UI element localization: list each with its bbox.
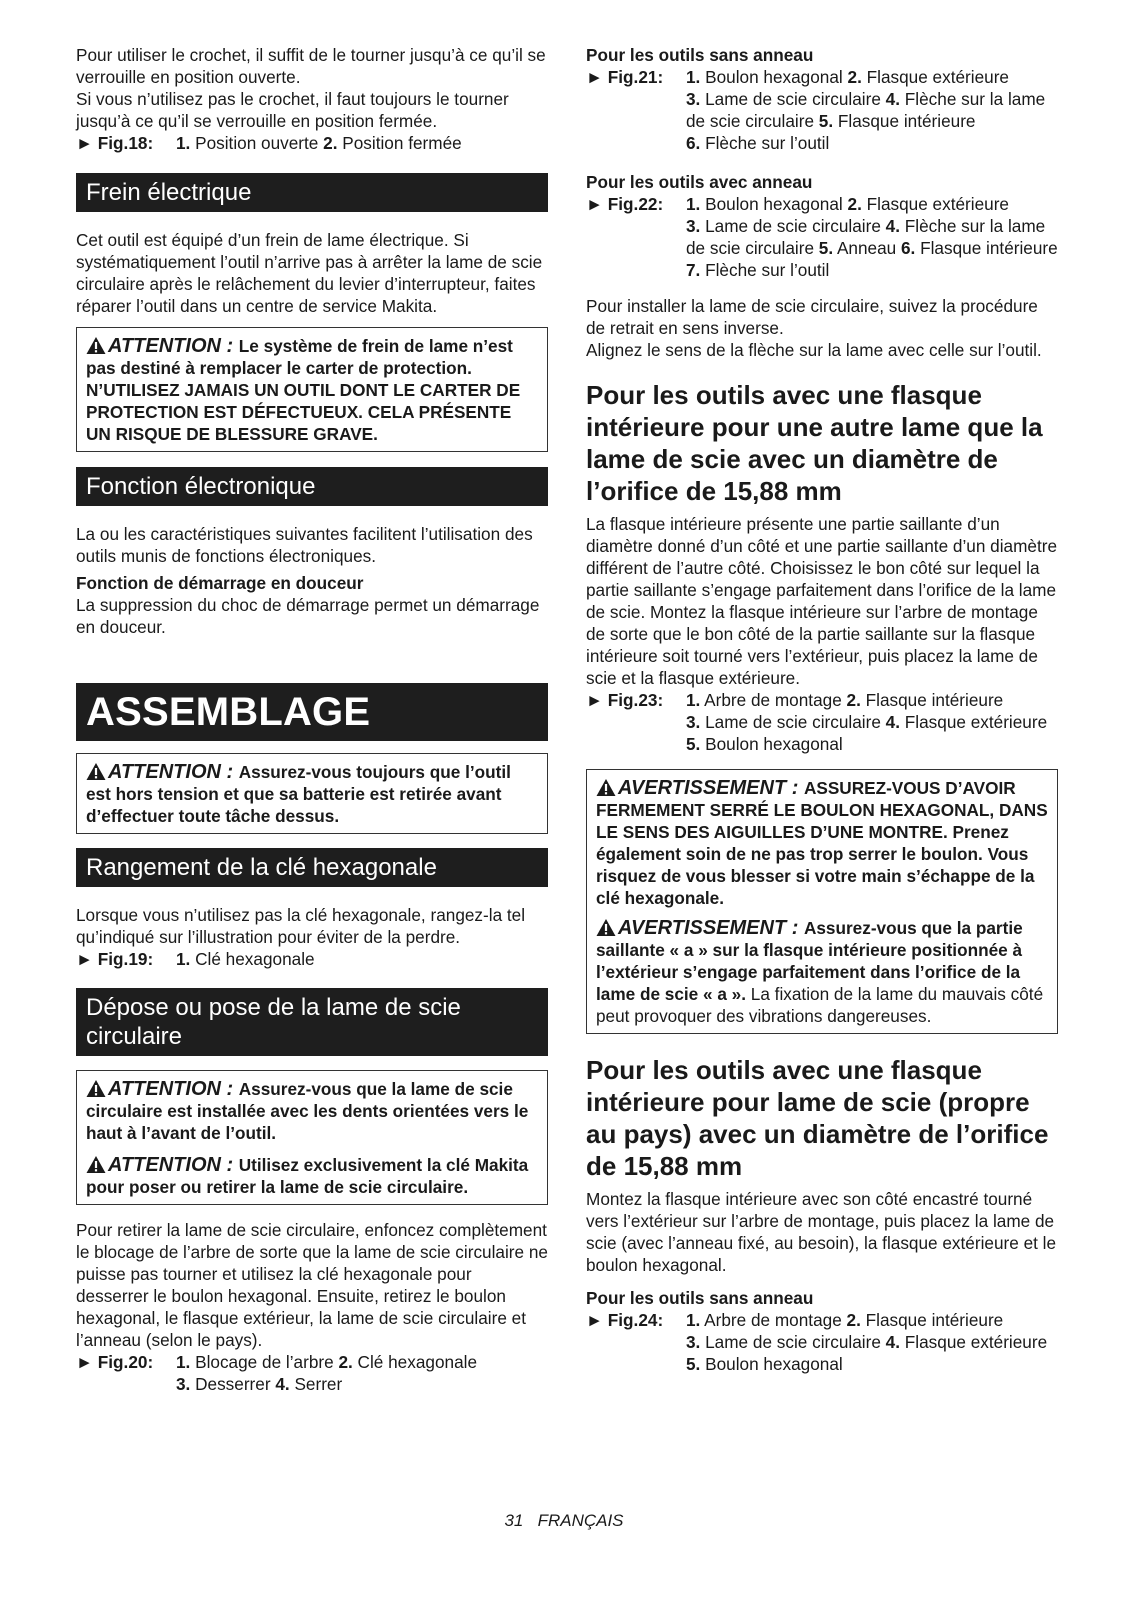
fig22-reference [586, 193, 1058, 281]
warning-triangle-icon [596, 918, 616, 937]
frein-attention-text: Le système de frein de lame n’est pas destiné à remplacer le carter de protection. N’UTILISEZ JAMAIS UN OUTIL DONT LE CARTER DE PROTECTION EST DÉFECTUEUX. CELA PRÉSENTE UN RISQUE DE BLESSURE GRAVE. [86, 336, 521, 444]
douceur-paragraph: La suppression du choc de démarrage permet un démarrage en douceur. [76, 595, 540, 637]
depose-attention-box [76, 1070, 548, 1205]
fig18-items: 1. Position ouverte 2. Position fermée [176, 133, 462, 153]
depose-attention-text-2: Utilisez exclusivement la clé Makita pour poser ou retirer la lame de scie circulaire. [86, 1155, 529, 1197]
section-heading-depose: Dépose ou pose de la lame de scie circulaire [76, 988, 548, 1056]
fig23-reference [586, 689, 1058, 755]
section-heading-frein: Frein électrique [76, 173, 548, 212]
section-heading-rangement: Rangement de la clé hexagonale [76, 848, 548, 887]
flasque-subheading-1: Pour les outils avec une flasque intérieure pour une autre lame que la lame de scie avec un diamètre de l’orifice de 15,88 mm [586, 380, 1043, 506]
fig21-items: 1. Boulon hexagonal 2. Flasque extérieure 3. Lame de scie circulaire 4. Flèche sur la lame de scie circulaire 5. Flasque intérieure 6. Flèche sur l’outil [686, 67, 1046, 153]
fig23-label: ► Fig.23: [586, 690, 664, 710]
installer-paragraph-2: Alignez le sens de la flèche sur la lame avec celle sur l’outil. [586, 340, 1042, 360]
assemblage-attention-text: Assurez-vous toujours que l’outil est hors tension et que sa batterie est retirée avant d’effectuer toute tâche dessus. [86, 762, 511, 826]
fig21-reference [586, 66, 1058, 154]
douceur-subheading: Fonction de démarrage en douceur [76, 573, 364, 593]
fig22-label: ► Fig.22: [586, 194, 664, 214]
assemblage-attention-box [76, 753, 548, 834]
fig18-label: ► Fig.18: [76, 133, 154, 153]
flasque-paragraph-2: Montez la flasque intérieure avec son côté encastré tourné vers l’extérieur sur l’arbre de montage, puis placez la lame de scie (avec l’anneau fixé, au besoin), la flasque extérieure et le boulon hexagonal. [586, 1189, 1057, 1275]
avertissement-text-2-bold: Assurez-vous que la partie saillante « a » sur la flasque intérieure positionnée à l’extérieur s’engage parfaitement dans l’orifice de la lame de scie « a ». [596, 918, 1023, 1004]
page-number: 31 [504, 1511, 524, 1530]
left-column [76, 44, 548, 1395]
attention-label: ATTENTION : [108, 761, 239, 783]
fig19-items: 1. Clé hexagonale [176, 949, 315, 969]
avertissement-label: AVERTISSEMENT : [618, 917, 804, 939]
flasque-subheading-2: Pour les outils avec une flasque intérieure pour lame de scie (propre au pays) avec un diamètre de l’orifice de 15,88 mm [586, 1055, 1049, 1181]
fig20-reference [76, 1351, 548, 1395]
warning-triangle-icon [86, 1079, 106, 1098]
avec-anneau-subheading: Pour les outils avec anneau [586, 172, 813, 192]
crochet-paragraph-2: Si vous n’utilisez pas le crochet, il faut toujours le tourner jusqu’à ce qu’il se verrouille en position fermée. [76, 89, 509, 131]
fig19-label: ► Fig.19: [76, 949, 154, 969]
depose-attention-text-1: Assurez-vous que la lame de scie circulaire est installée avec les dents orientées vers le haut à l’avant de l’outil. [86, 1079, 529, 1143]
section-heading-fonction: Fonction électronique [76, 467, 548, 506]
warning-triangle-icon [86, 1155, 106, 1174]
attention-label: ATTENTION : [108, 335, 239, 357]
fig22-items: 1. Boulon hexagonal 2. Flasque extérieure 3. Lame de scie circulaire 4. Flèche sur la lame de scie circulaire 5. Anneau 6. Flasque intérieure 7. Flèche sur l’outil [686, 194, 1058, 280]
frein-paragraph: Cet outil est équipé d’un frein de lame électrique. Si systématiquement l’outil n’arrive pas à arrêter la lame de scie circulaire après le relâchement du levier d’interrupteur, faites réparer l’outil dans un centre de service Makita. [76, 230, 543, 316]
avertissement-text-2-normal: La fixation de la lame du mauvais côté peut provoquer des vibrations dangereuses. [596, 984, 1044, 1026]
warning-triangle-icon [596, 778, 616, 797]
attention-label: ATTENTION : [108, 1078, 239, 1100]
footer-language: FRANÇAIS [537, 1511, 624, 1530]
warning-triangle-icon [86, 762, 106, 781]
fig21-label: ► Fig.21: [586, 67, 664, 87]
fig24-reference [586, 1309, 1058, 1375]
chapter-heading-assemblage: ASSEMBLAGE [76, 683, 548, 741]
right-column [586, 44, 1058, 1375]
sans-anneau-subheading-2: Pour les outils sans anneau [586, 1288, 814, 1308]
crochet-paragraph-1: Pour utiliser le crochet, il suffit de le tourner jusqu’à ce qu’il se verrouille en position ouverte. [76, 45, 546, 87]
depose-paragraph: Pour retirer la lame de scie circulaire, enfoncez complètement le blocage de l’arbre de sorte que la lame de scie circulaire ne puisse pas tourner et utilisez la clé hexagonale pour desserrer le boulon hexagonal. Ensuite, retirez le boulon hexagonal, le flasque extérieur, la lame de scie circulaire et l’anneau (selon le pays). [76, 1220, 548, 1350]
rangement-paragraph: Lorsque vous n’utilisez pas la clé hexagonale, rangez-la tel qu’indiqué sur l’illustration pour éviter de la perdre. [76, 905, 526, 947]
warning-triangle-icon [86, 336, 106, 355]
page-footer [0, 1510, 1128, 1532]
avertissement-label: AVERTISSEMENT : [618, 777, 804, 799]
fig20-items: 1. Blocage de l’arbre 2. Clé hexagonale 3. Desserrer 4. Serrer [176, 1352, 478, 1394]
frein-attention-box [76, 327, 548, 452]
fig18-reference [76, 132, 548, 154]
attention-label: ATTENTION : [108, 1154, 239, 1176]
avertissement-box [586, 769, 1058, 1034]
fig24-items: 1. Arbre de montage 2. Flasque intérieure 3. Lame de scie circulaire 4. Flasque extérieure 5. Boulon hexagonal [686, 1310, 1048, 1374]
avertissement-text-1: ASSUREZ-VOUS D’AVOIR FERMEMENT SERRÉ LE BOULON HEXAGONAL, DANS LE SENS DES AIGUILLES D’UNE MONTRE. Prenez également soin de ne pas trop serrer le boulon. Vous risquez de vous blesser si votre main s’échappe de la clé hexagonale. [596, 778, 1048, 908]
fig24-label: ► Fig.24: [586, 1310, 664, 1330]
fig20-label: ► Fig.20: [76, 1352, 154, 1372]
fig23-items: 1. Arbre de montage 2. Flasque intérieure 3. Lame de scie circulaire 4. Flasque extérieure 5. Boulon hexagonal [686, 690, 1048, 754]
fig19-reference [76, 948, 548, 970]
flasque-paragraph-1: La flasque intérieure présente une partie saillante d’un diamètre donné d’un côté et une partie saillante d’un diamètre différent de l’autre côté. Choisissez le bon côté sur lequel la partie saillante s’engage parfaitement dans l’orifice de la lame de scie. Montez la flasque intérieure sur l’arbre de montage de sorte que le bon côté de la partie saillante sur la flasque intérieure soit tourné vers l’extérieur, puis placez la lame de scie et la flasque extérieure. [586, 514, 1058, 688]
fonction-paragraph: La ou les caractéristiques suivantes facilitent l’utilisation des outils munis de fonctions électroniques. [76, 524, 533, 566]
sans-anneau-subheading-1: Pour les outils sans anneau [586, 45, 814, 65]
installer-paragraph-1: Pour installer la lame de scie circulaire, suivez la procédure de retrait en sens inverse. [586, 296, 1038, 338]
